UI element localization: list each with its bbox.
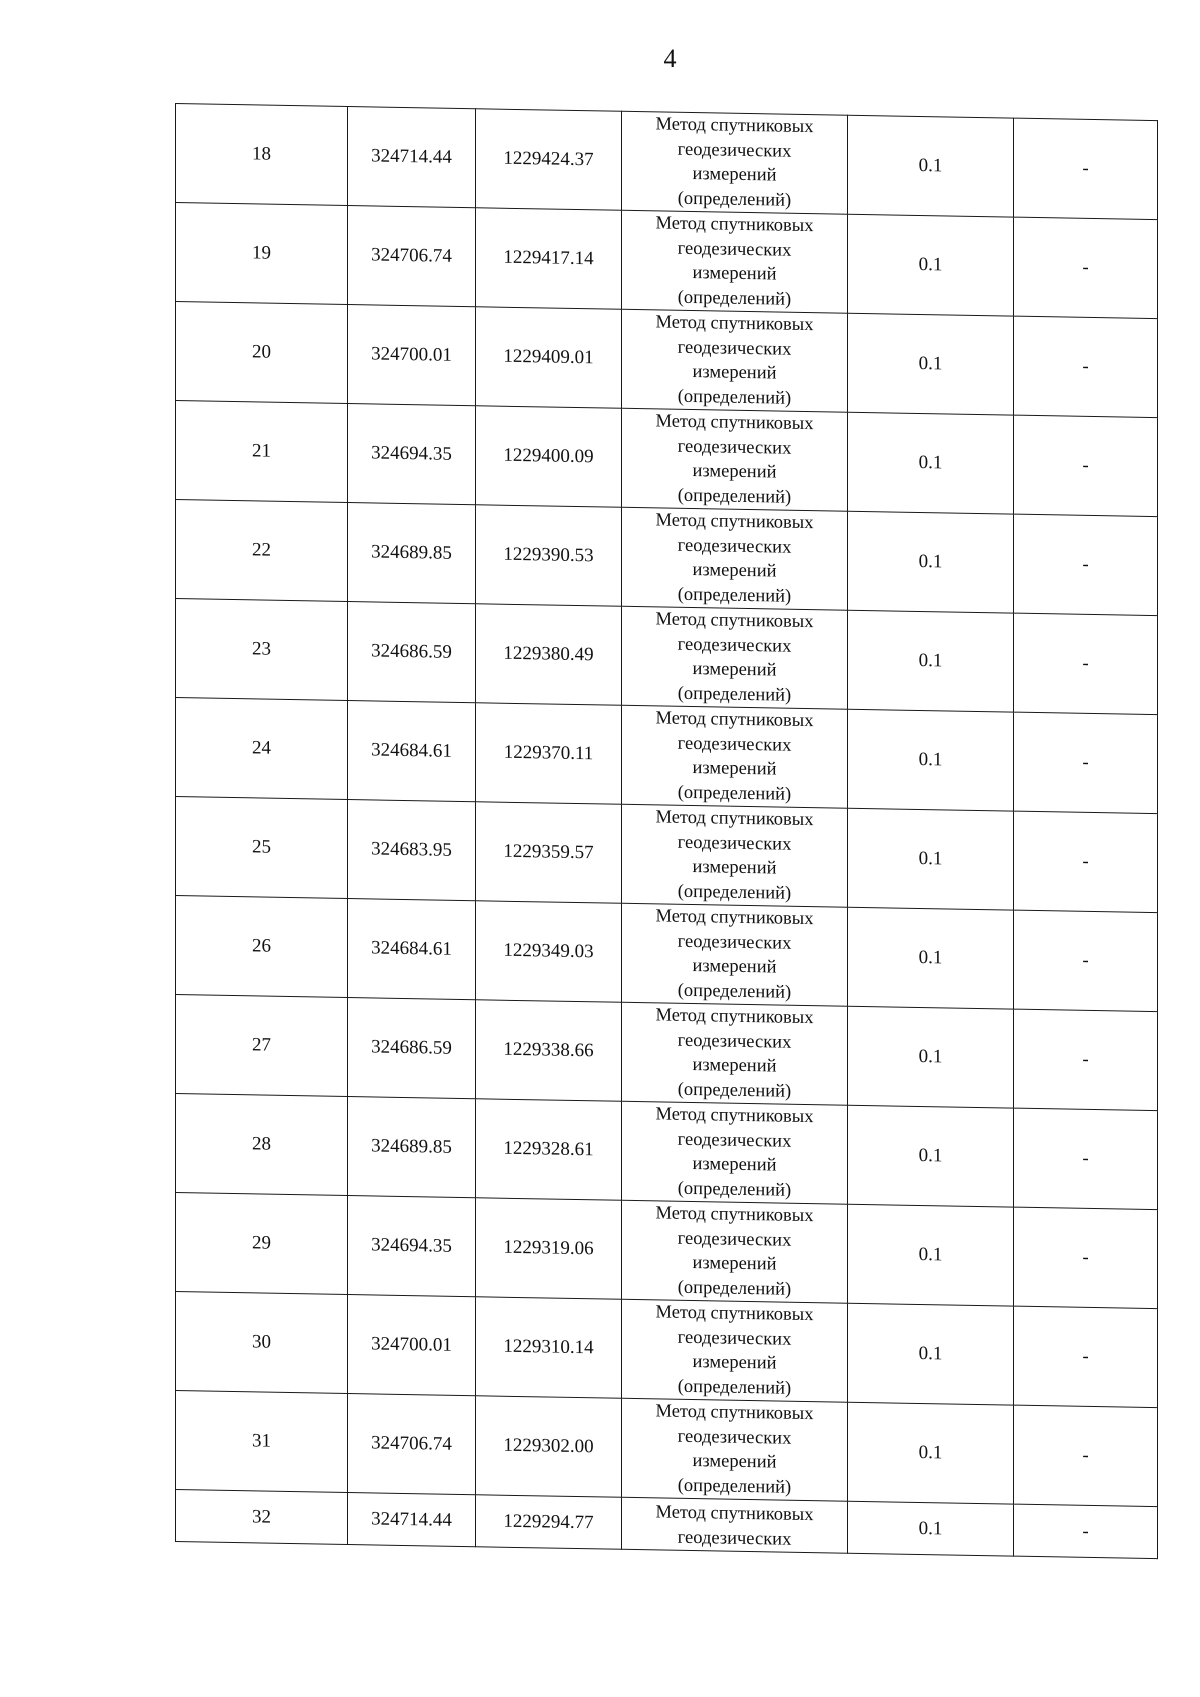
x-coordinate-cell: 324694.35 xyxy=(348,404,476,505)
method-line: геодезических xyxy=(677,238,792,261)
method-line: Метод спутниковых xyxy=(655,807,814,831)
method-line: Метод спутниковых xyxy=(655,1005,814,1029)
method-line: (определений) xyxy=(677,188,792,211)
point-number-cell: 21 xyxy=(176,401,348,503)
x-coordinate-cell: 324700.01 xyxy=(348,305,476,406)
table-row xyxy=(176,203,1158,319)
x-coordinate-cell: 324689.85 xyxy=(348,503,476,604)
accuracy-cell: 0.1 xyxy=(848,1204,1014,1306)
method-line: Метод спутниковых xyxy=(655,1302,814,1326)
method-line: измерений xyxy=(692,1253,777,1275)
method-cell xyxy=(622,903,848,1006)
y-coordinate-cell: 1229424.37 xyxy=(476,109,622,211)
method-line: измерений xyxy=(692,362,777,384)
table-row xyxy=(176,1391,1158,1507)
note-cell: - xyxy=(1014,1306,1158,1408)
point-number-cell: 29 xyxy=(176,1193,348,1295)
method-line: Метод спутниковых xyxy=(655,1203,814,1227)
method-line: измерений xyxy=(692,1154,777,1176)
y-coordinate-cell: 1229310.14 xyxy=(476,1297,622,1399)
method-line: геодезических xyxy=(677,337,792,360)
x-coordinate-cell: 324714.44 xyxy=(348,107,476,208)
method-cell xyxy=(622,210,848,313)
method-line: (определений) xyxy=(677,1178,792,1201)
table-row xyxy=(176,1292,1158,1408)
note-cell: - xyxy=(1014,316,1158,418)
note-cell: - xyxy=(1014,613,1158,715)
point-number-cell: 32 xyxy=(176,1490,348,1545)
point-number-cell: 18 xyxy=(176,104,348,206)
accuracy-cell: 0.1 xyxy=(848,115,1014,217)
accuracy-cell: 0.1 xyxy=(848,1402,1014,1504)
method-cell xyxy=(622,1002,848,1105)
method-line: измерений xyxy=(692,461,777,483)
y-coordinate-cell: 1229349.03 xyxy=(476,901,622,1003)
method-line: (определений) xyxy=(677,980,792,1003)
method-line: Метод спутниковых xyxy=(655,1502,814,1526)
note-cell: - xyxy=(1014,415,1158,517)
y-coordinate-cell: 1229370.11 xyxy=(476,703,622,805)
method-line: (определений) xyxy=(677,683,792,706)
method-line: (определений) xyxy=(677,386,792,409)
note-cell: - xyxy=(1014,1405,1158,1507)
table-row xyxy=(176,698,1158,814)
method-line: геодезических xyxy=(677,1228,792,1251)
method-cell xyxy=(622,309,848,412)
method-line: измерений xyxy=(692,659,777,681)
y-coordinate-cell: 1229417.14 xyxy=(476,208,622,310)
method-line: измерений xyxy=(692,560,777,582)
method-line: Метод спутниковых xyxy=(655,906,814,930)
note-cell: - xyxy=(1014,217,1158,319)
method-line: измерений xyxy=(692,758,777,780)
table-row xyxy=(176,896,1158,1012)
method-line: геодезических xyxy=(677,1426,792,1449)
method-line: геодезических xyxy=(677,535,792,558)
method-line: (определений) xyxy=(677,485,792,508)
method-line: геодезических xyxy=(677,733,792,756)
accuracy-cell: 0.1 xyxy=(848,1501,1014,1556)
method-cell xyxy=(622,1200,848,1303)
method-line: (определений) xyxy=(677,287,792,310)
method-line: Метод спутниковых xyxy=(655,114,814,138)
x-coordinate-cell: 324714.44 xyxy=(348,1493,476,1547)
accuracy-cell: 0.1 xyxy=(848,1303,1014,1405)
table-row xyxy=(176,599,1158,715)
y-coordinate-cell: 1229338.66 xyxy=(476,1000,622,1102)
method-line: измерений xyxy=(692,956,777,978)
accuracy-cell: 0.1 xyxy=(848,214,1014,316)
note-cell: - xyxy=(1014,1207,1158,1309)
method-line: Метод спутниковых xyxy=(655,510,814,534)
method-line: геодезических xyxy=(677,436,792,459)
accuracy-cell: 0.1 xyxy=(848,907,1014,1009)
accuracy-cell: 0.1 xyxy=(848,709,1014,811)
method-cell xyxy=(622,507,848,610)
method-line: Метод спутниковых xyxy=(655,1401,814,1425)
method-cell xyxy=(622,705,848,808)
method-line: измерений xyxy=(692,1352,777,1374)
method-cell xyxy=(622,111,848,214)
method-line: измерений xyxy=(692,1055,777,1077)
method-line: измерений xyxy=(692,1451,777,1473)
point-number-cell: 30 xyxy=(176,1292,348,1394)
point-number-cell: 28 xyxy=(176,1094,348,1196)
coordinates-table-wrap xyxy=(175,103,1157,1550)
table-row xyxy=(176,500,1158,616)
method-line: (определений) xyxy=(677,584,792,607)
point-number-cell: 19 xyxy=(176,203,348,305)
method-line: геодезических xyxy=(677,1030,792,1053)
method-cell xyxy=(622,1497,848,1553)
coordinates-table xyxy=(175,103,1158,1559)
accuracy-cell: 0.1 xyxy=(848,313,1014,415)
method-line: геодезических xyxy=(677,931,792,954)
y-coordinate-cell: 1229409.01 xyxy=(476,307,622,409)
method-line: (определений) xyxy=(677,1277,792,1300)
x-coordinate-cell: 324684.61 xyxy=(348,899,476,1000)
method-line: Метод спутниковых xyxy=(655,411,814,435)
table-row xyxy=(176,302,1158,418)
y-coordinate-cell: 1229319.06 xyxy=(476,1198,622,1300)
method-line: (определений) xyxy=(677,881,792,904)
method-line: измерений xyxy=(692,857,777,879)
accuracy-cell: 0.1 xyxy=(848,1105,1014,1207)
y-coordinate-cell: 1229400.09 xyxy=(476,406,622,508)
method-line: геодезических xyxy=(677,1527,792,1550)
x-coordinate-cell: 324684.61 xyxy=(348,701,476,802)
method-cell xyxy=(622,1299,848,1402)
method-cell xyxy=(622,1398,848,1501)
table-row xyxy=(176,1094,1158,1210)
table-row xyxy=(176,995,1158,1111)
accuracy-cell: 0.1 xyxy=(848,610,1014,712)
y-coordinate-cell: 1229390.53 xyxy=(476,505,622,607)
note-cell: - xyxy=(1014,118,1158,220)
y-coordinate-cell: 1229328.61 xyxy=(476,1099,622,1201)
method-line: геодезических xyxy=(677,139,792,162)
accuracy-cell: 0.1 xyxy=(848,412,1014,514)
method-line: (определений) xyxy=(677,782,792,805)
note-cell: - xyxy=(1014,910,1158,1012)
method-line: геодезических xyxy=(677,634,792,657)
point-number-cell: 20 xyxy=(176,302,348,404)
x-coordinate-cell: 324694.35 xyxy=(348,1196,476,1297)
table-row xyxy=(176,797,1158,913)
accuracy-cell: 0.1 xyxy=(848,1006,1014,1108)
note-cell: - xyxy=(1014,1009,1158,1111)
method-line: Метод спутниковых xyxy=(655,1104,814,1128)
point-number-cell: 25 xyxy=(176,797,348,899)
point-number-cell: 23 xyxy=(176,599,348,701)
table-row xyxy=(176,401,1158,517)
x-coordinate-cell: 324700.01 xyxy=(348,1295,476,1396)
point-number-cell: 22 xyxy=(176,500,348,602)
coordinates-table-body xyxy=(176,104,1158,1559)
method-line: измерений xyxy=(692,164,777,186)
x-coordinate-cell: 324706.74 xyxy=(348,206,476,307)
note-cell: - xyxy=(1014,712,1158,814)
method-line: геодезических xyxy=(677,1129,792,1152)
table-row xyxy=(176,1193,1158,1309)
method-line: (определений) xyxy=(677,1376,792,1399)
x-coordinate-cell: 324706.74 xyxy=(348,1394,476,1495)
x-coordinate-cell: 324686.59 xyxy=(348,602,476,703)
point-number-cell: 24 xyxy=(176,698,348,800)
method-cell xyxy=(622,804,848,907)
page-number: 4 xyxy=(663,44,677,73)
table-row xyxy=(176,104,1158,220)
point-number-cell: 31 xyxy=(176,1391,348,1493)
note-cell: - xyxy=(1014,811,1158,913)
x-coordinate-cell: 324689.85 xyxy=(348,1097,476,1198)
y-coordinate-cell: 1229302.00 xyxy=(476,1396,622,1498)
note-cell: - xyxy=(1014,1504,1158,1559)
note-cell: - xyxy=(1014,514,1158,616)
accuracy-cell: 0.1 xyxy=(848,511,1014,613)
accuracy-cell: 0.1 xyxy=(848,808,1014,910)
x-coordinate-cell: 324683.95 xyxy=(348,800,476,901)
y-coordinate-cell: 1229294.77 xyxy=(476,1495,622,1550)
method-line: Метод спутниковых xyxy=(655,708,814,732)
note-cell: - xyxy=(1014,1108,1158,1210)
method-line: геодезических xyxy=(677,832,792,855)
method-line: геодезических xyxy=(677,1327,792,1350)
method-line: Метод спутниковых xyxy=(655,609,814,633)
method-cell xyxy=(622,606,848,709)
method-cell xyxy=(622,1101,848,1204)
x-coordinate-cell: 324686.59 xyxy=(348,998,476,1099)
method-cell xyxy=(622,408,848,511)
point-number-cell: 26 xyxy=(176,896,348,998)
method-line: (определений) xyxy=(677,1079,792,1102)
point-number-cell: 27 xyxy=(176,995,348,1097)
y-coordinate-cell: 1229359.57 xyxy=(476,802,622,904)
method-line: Метод спутниковых xyxy=(655,312,814,336)
method-line: измерений xyxy=(692,263,777,285)
method-line: Метод спутниковых xyxy=(655,213,814,237)
method-line: (определений) xyxy=(677,1475,792,1498)
y-coordinate-cell: 1229380.49 xyxy=(476,604,622,706)
